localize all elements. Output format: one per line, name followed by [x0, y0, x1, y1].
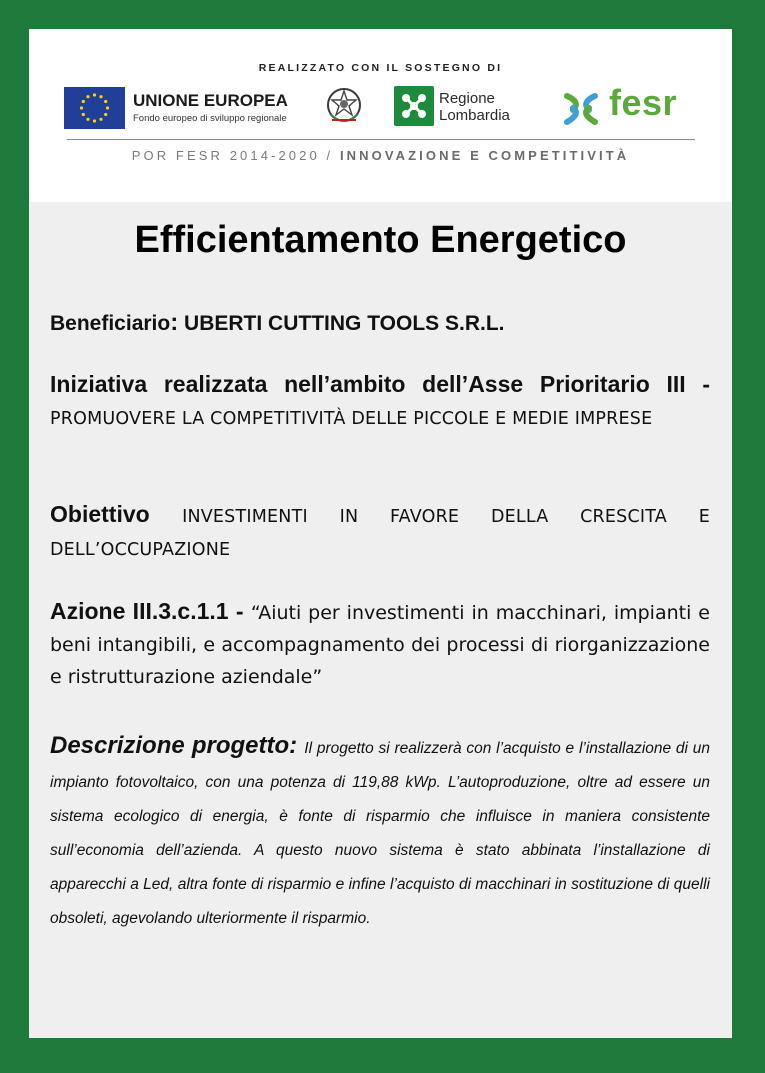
- descrizione-label: Descrizione progetto:: [50, 732, 305, 759]
- funding-header: [29, 29, 732, 202]
- header-divider: [67, 139, 695, 140]
- beneficiario-line: [50, 309, 710, 337]
- fesr-wordmark: fesr: [609, 82, 678, 123]
- program-part2: INNOVAZIONE E COMPETITIVITÀ: [339, 148, 630, 163]
- italian-emblem-icon: [324, 84, 364, 128]
- descrizione-text: Il progetto si realizzerà con l’acquisto e l’installazione di un impianto fotovoltaico, con una potenza di 119,88 kWp. L’autoproduzione, oltre ad essere un sistema ecologico di energia, è fonte di risparmio che influisce in maniera consistente sull’economia dell’azienda. A questo nuovo sistema è stato abbinata l’installazione di apparecchi a Led, altra fonte di risparmio e infine l’acquisto di macchinari in sostituzione di quelli obsoleti, agevolando ulteriormente il risparmio.: [50, 740, 710, 927]
- program-part1: POR FESR 2014-2020 /: [131, 148, 334, 163]
- descrizione-section: [50, 729, 710, 936]
- iniziativa-section: [50, 368, 710, 435]
- eu-flag-icon: [64, 87, 125, 129]
- beneficiario-label: Beneficiario: [50, 312, 171, 335]
- obiettivo-label: Obiettivo: [50, 501, 183, 527]
- eu-title: UNIONE EUROPEA: [133, 91, 288, 110]
- eu-subtitle: Fondo europeo di sviluppo regionale: [133, 113, 287, 124]
- obiettivo-section: [50, 498, 710, 566]
- beneficiario-colon: :: [170, 309, 179, 336]
- azione-section: [50, 595, 710, 693]
- azione-label: Azione III.3.c.1.1 -: [50, 598, 251, 624]
- page-title: Efficientamento Energetico: [134, 219, 627, 261]
- iniziativa-text: PROMUOVERE LA COMPETITIVITÀ DELLE PICCOLE E MEDIE IMPRESE: [50, 409, 653, 429]
- lombardia-line2: Lombardia: [439, 107, 510, 124]
- lombardia-rose-icon: [394, 86, 434, 126]
- lombardia-line1: Regione: [439, 90, 495, 107]
- poster-frame: [29, 29, 732, 1038]
- beneficiario-value: UBERTI CUTTING TOOLS S.R.L.: [178, 312, 505, 335]
- azione-text: “Aiuti per investimenti in macchinari, impianti e beni intangibili, e accompagnamento dei processi di riorganizzazione e ristrutturazione aziendale”: [50, 602, 710, 688]
- lombardia-label: [439, 90, 510, 124]
- fesr-mark-icon: [559, 86, 603, 130]
- obiettivo-text: INVESTIMENTI IN FAVORE DELLA CRESCITA E DELL’OCCUPAZIONE: [50, 507, 711, 560]
- iniziativa-label: Iniziativa realizzata nell’ambito dell’Asse Prioritario III -: [50, 371, 710, 397]
- logo-row: [29, 84, 732, 130]
- program-line: [29, 148, 732, 163]
- support-line: REALIZZATO CON IL SOSTEGNO DI: [258, 62, 503, 74]
